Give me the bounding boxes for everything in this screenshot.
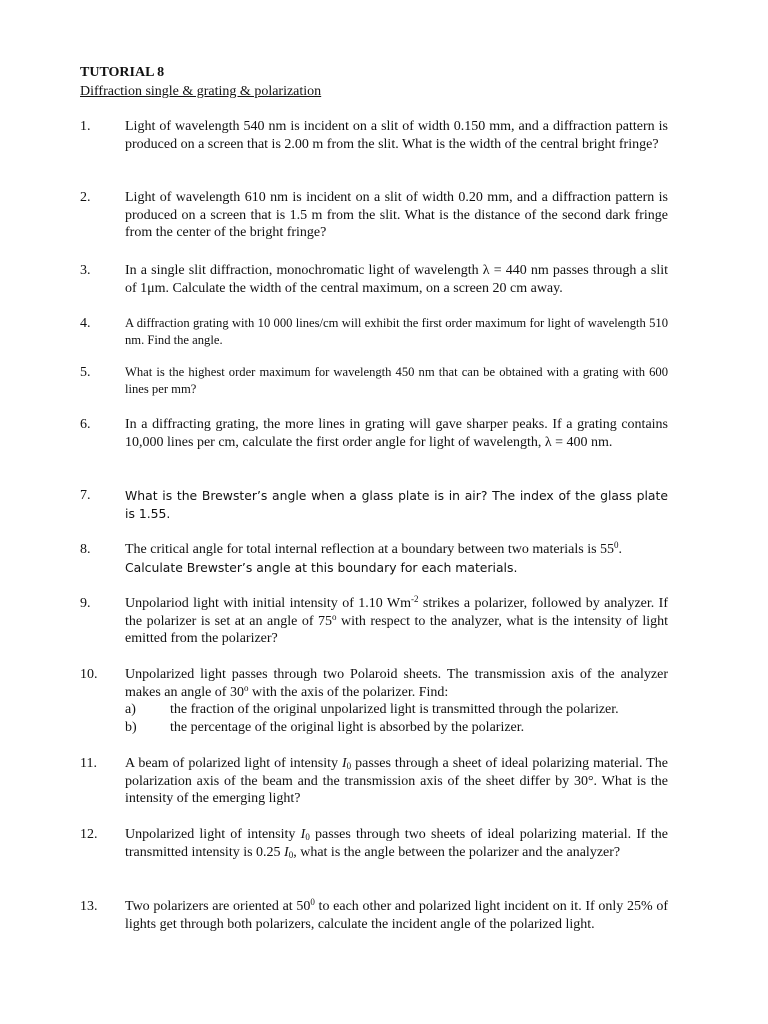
question-number: 13. — [80, 899, 98, 914]
question-7 — [80, 487, 668, 523]
sub-question-a — [125, 701, 668, 719]
question-number: 6. — [80, 417, 91, 432]
question-text: Light of wavelength 540 nm is incident on a slit of width 0.150 mm, and a diffraction pattern is produced on a screen that is 2.00 m from the slit. What is the width of the central bright fringe? — [125, 119, 668, 152]
question-text: A diffraction grating with 10 000 lines/cm will exhibit the first order maximum for light of wavelength 510 nm. Find the angle. — [125, 316, 668, 347]
question-number: 4. — [80, 316, 91, 331]
question-text: Two polarizers are oriented at $50^0$ to each other and polarized light incident on it. If only 25% of lights get through both polarizers, calculate the incident angle of the polarized light. — [125, 897, 668, 932]
question-text: The critical angle for total internal reflection at a boundary between two materials is $55^0$. Calculate Brewster’s angle at this boundary for each materials. — [125, 540, 623, 575]
question-text: Light of wavelength 610 nm is incident on a slit of width 0.20 mm, and a diffraction pattern is produced on a screen that is 1.5 m from the slit. What is the distance of the second dark fringe from the center of the bright fringe? — [125, 190, 668, 240]
question-text: Unpolariod light with initial intensity of 1.10 $Wm^{-2}$ strikes a polarizer, followed by analyzer. If the polarizer is set at an angle of 75$^o$ with respect to the analyzer, what is the intensity of light emitted from the polarizer? — [125, 594, 668, 646]
sub-question-text: the percentage of the original light is absorbed by the polarizer. — [170, 719, 525, 735]
question-number: 1. — [80, 119, 91, 134]
question-3 — [80, 262, 668, 297]
question-1 — [80, 118, 668, 153]
question-number: 12. — [80, 827, 98, 842]
question-12 — [80, 826, 668, 861]
question-9 — [80, 595, 668, 648]
question-4 — [80, 315, 668, 349]
question-number: 5. — [80, 365, 91, 380]
sub-question-b — [125, 719, 668, 737]
question-number: 2. — [80, 190, 91, 205]
question-text: In a diffracting grating, the more lines in grating will gave sharper peaks. If a grating contains 10,000 lines per cm, calculate the first order angle for light of wavelength, λ = 400 nm. — [125, 417, 668, 450]
question-10 — [80, 666, 668, 736]
question-number: 7. — [80, 488, 91, 503]
question-5 — [80, 364, 668, 398]
question-text: What is the highest order maximum for wavelength 450 nm that can be obtained with a grating with 600 lines per mm? — [125, 365, 668, 396]
question-text: Unpolarized light passes through two Polaroid sheets. The transmission axis of the analyzer makes an angle of 30$^o$ with the axis of the polarizer. Find: — [125, 667, 668, 700]
sub-question-label: b) — [125, 719, 137, 735]
question-6 — [80, 416, 668, 451]
sub-question-text: the fraction of the original unpolarized light is transmitted through the polarizer. — [170, 702, 619, 717]
question-8 — [80, 541, 668, 577]
question-number: 9. — [80, 596, 91, 611]
question-text: In a single slit diffraction, monochromatic light of wavelength λ = 440 nm passes through a slit of 1μm. Calculate the width of the central maximum, on a screen 20 cm away. — [125, 263, 668, 296]
sub-question-label: a) — [125, 702, 136, 717]
question-text: A beam of polarized light of intensity $I_0$ passes through a sheet of ideal polarizing material. The polarization axis of the beam and the transmission axis of the sheet differ by 30°. What is the intensity of the emerging light? — [125, 756, 668, 806]
question-11 — [80, 755, 668, 808]
question-13 — [80, 898, 668, 933]
question-number: 11. — [80, 756, 97, 771]
tutorial-title: TUTORIAL 8 — [80, 65, 165, 80]
question-text: What is the Brewster’s angle when a glass plate is in air? The index of the glass plate is 1.55. — [125, 488, 668, 521]
question-number: 8. — [80, 542, 91, 557]
question-2 — [80, 189, 668, 242]
tutorial-subtitle: Diffraction single & grating & polarization — [80, 84, 322, 99]
question-number: 3. — [80, 263, 91, 278]
question-number: 10. — [80, 667, 98, 682]
question-text: Unpolarized light of intensity $I_0$ passes through two sheets of ideal polarizing material. If the transmitted intensity is 0.25 $I_0$, what is the angle between the polarizer and the analyzer? — [125, 827, 668, 860]
